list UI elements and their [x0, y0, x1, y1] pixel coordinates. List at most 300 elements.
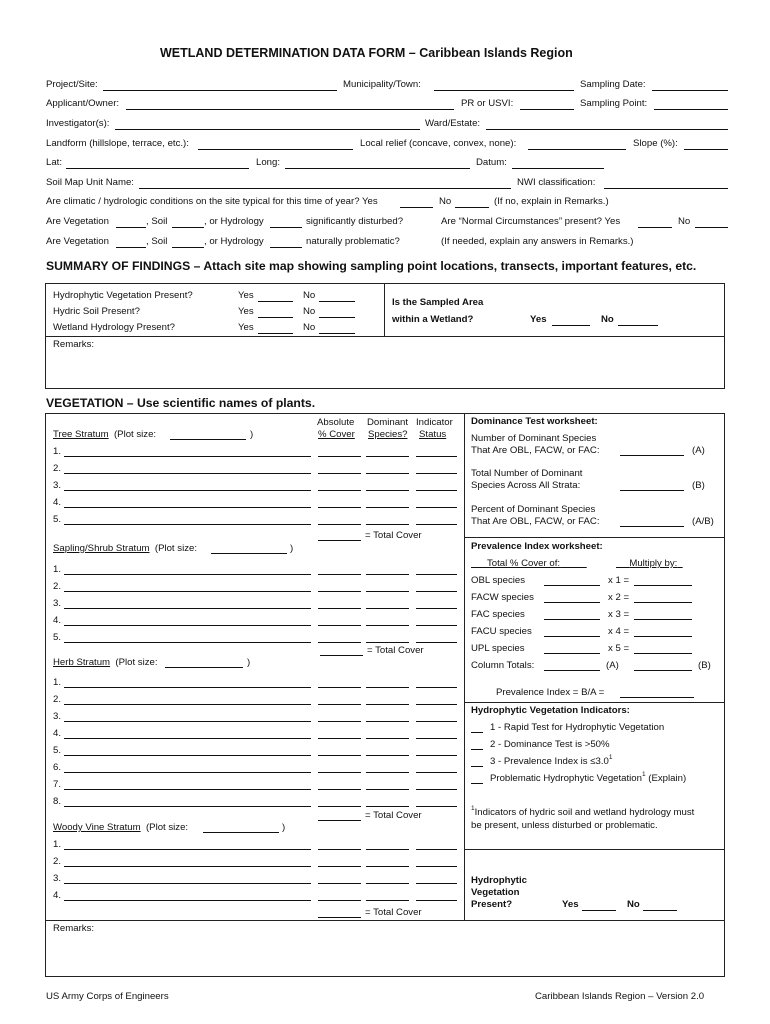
indicator-4-label: Problematic Hydrophytic Vegetation — [490, 773, 642, 784]
dominance-c-field[interactable] — [620, 526, 684, 527]
hydrophytic-yes-label: Yes — [562, 899, 579, 910]
tree-row-number: 4. — [53, 497, 62, 508]
soil-label: , Soil — [146, 216, 168, 227]
ward-field[interactable] — [486, 129, 728, 130]
herb-row-number: 6. — [53, 762, 62, 773]
sapling-indicator-status-field[interactable] — [416, 591, 457, 592]
plot-close: ) — [290, 543, 294, 554]
woody-vine-dominant-species-field[interactable] — [366, 849, 409, 850]
plot-close: ) — [282, 822, 286, 833]
slope-label: Slope (%): — [633, 138, 678, 149]
column-totals-label: Column Totals: — [471, 660, 535, 671]
indicator-header: Indicator — [416, 417, 453, 428]
hydrophytic-no-label: No — [627, 899, 640, 910]
prevalence-cover-field[interactable] — [544, 653, 600, 654]
plot-size-label: (Plot size: — [145, 822, 189, 833]
footer-left: US Army Corps of Engineers — [46, 991, 169, 1002]
herb-species-name-field[interactable] — [64, 738, 311, 739]
herb-stratum-header — [53, 657, 158, 668]
tree-indicator-status-field[interactable] — [416, 524, 457, 525]
herb-indicator-status-field[interactable] — [416, 772, 457, 773]
wetland-hydrology-no-field[interactable] — [319, 333, 355, 334]
herb-indicator-status-field[interactable] — [416, 806, 457, 807]
sapling-dominant-species-field[interactable] — [366, 625, 409, 626]
herb-row-number: 7. — [53, 779, 62, 790]
sapling-plot-size-field[interactable] — [211, 553, 287, 554]
plot-size-label: (Plot size: — [115, 657, 158, 668]
local-relief-field[interactable] — [528, 149, 626, 150]
woody-vine-row-number: 4. — [53, 890, 62, 901]
woody-vine-species-name-field[interactable] — [64, 900, 311, 901]
pr-usvi-label: PR or USVI: — [461, 98, 514, 109]
prevalence-heading: Prevalence Index worksheet: — [471, 541, 603, 552]
tree-row-number: 2. — [53, 463, 62, 474]
slope-field[interactable] — [684, 149, 728, 150]
prevalence-species-label: FAC species — [471, 609, 525, 620]
tree-dominant-species-field[interactable] — [366, 524, 409, 525]
sampling-point-label: Sampling Point: — [580, 98, 648, 109]
wetland-hydrology-yes-field[interactable] — [258, 333, 293, 334]
footnote-text-1: Indicators of hydric soil and wetland hydrology must — [474, 807, 695, 818]
landform-label: Landform (hillslope, terrace, etc.): — [46, 138, 189, 149]
hydrophytic-label-1: Hydrophytic — [471, 875, 527, 886]
footnote-line2: be present, unless disturbed or problematic. — [471, 820, 658, 831]
prevalence-multiplier: x 3 = — [608, 609, 630, 620]
project-site-field[interactable] — [103, 90, 337, 91]
sapling-absolute-cover-field[interactable] — [318, 642, 361, 643]
vegetation-divider — [464, 413, 465, 920]
prevalence-product-field[interactable] — [634, 636, 692, 637]
sapling-row-number: 1. — [53, 564, 62, 575]
herb-total-field[interactable] — [318, 820, 361, 821]
absolute-header-2: % Cover — [318, 429, 355, 440]
normal-no-label: No — [678, 216, 691, 227]
soil-problematic-field[interactable] — [172, 247, 204, 248]
sapling-absolute-cover-field[interactable] — [318, 591, 361, 592]
sapling-species-name-field[interactable] — [64, 625, 311, 626]
tree-stratum-label: Tree Stratum — [53, 429, 109, 440]
vegetation-remarks-label: Remarks: — [53, 923, 95, 934]
woody-vine-species-name-field[interactable] — [64, 849, 311, 850]
plot-size-label: (Plot size: — [154, 543, 197, 554]
prevalence-product-field[interactable] — [634, 619, 692, 620]
hydric-soil-question: Hydric Soil Present? — [53, 306, 140, 317]
herb-row-number: 8. — [53, 796, 62, 807]
sapling-dominant-species-field[interactable] — [366, 591, 409, 592]
sapling-row-number: 5. — [53, 632, 62, 643]
indicators-heading: Hydrophytic Vegetation Indicators: — [471, 705, 630, 716]
sapling-dominant-species-field[interactable] — [366, 608, 409, 609]
footnote-mark: 1 — [641, 771, 646, 778]
applicant-field[interactable] — [126, 109, 454, 110]
indicators-divider — [464, 849, 725, 850]
prevalence-multiplier: x 1 = — [608, 575, 630, 586]
dominance-a-line2: That Are OBL, FACW, or FAC: — [471, 445, 600, 456]
soil-map-label: Soil Map Unit Name: — [46, 177, 134, 188]
prevalence-index-label: Prevalence Index = B/A = — [496, 687, 605, 698]
prevalence-species-label: FACU species — [471, 626, 532, 637]
sapling-total-cover-label: = Total Cover — [367, 645, 424, 656]
long-field[interactable] — [285, 168, 470, 169]
tree-indicator-status-field[interactable] — [416, 490, 457, 491]
dominance-c-tag: (A/B) — [692, 516, 714, 527]
sapling-absolute-cover-field[interactable] — [318, 574, 361, 575]
dominance-heading: Dominance Test worksheet: — [471, 416, 598, 427]
summary-no-label: No — [303, 290, 316, 301]
herb-species-name-field[interactable] — [64, 755, 311, 756]
herb-dominant-species-field[interactable] — [366, 755, 409, 756]
dominance-c-line1: Percent of Dominant Species — [471, 504, 596, 515]
tree-stratum-header — [53, 429, 156, 440]
datum-label: Datum: — [476, 157, 507, 168]
column-total-b-field[interactable] — [634, 670, 692, 671]
woody-vine-species-name-field[interactable] — [64, 883, 311, 884]
sapling-species-name-field[interactable] — [64, 608, 311, 609]
normal-no-field[interactable] — [695, 227, 728, 228]
sapling-row-number: 2. — [53, 581, 62, 592]
tree-plot-size-field[interactable] — [170, 439, 246, 440]
sapling-species-name-field[interactable] — [64, 591, 311, 592]
indicator-1-check[interactable] — [471, 732, 483, 733]
sampling-date-label: Sampling Date: — [580, 79, 646, 90]
footnote-mark: 1 — [608, 754, 613, 761]
normal-yes-field[interactable] — [638, 227, 672, 228]
municipality-field[interactable] — [434, 90, 574, 91]
herb-absolute-cover-field[interactable] — [318, 789, 361, 790]
indicator-3-row — [490, 756, 612, 767]
investigators-label: Investigator(s): — [46, 118, 110, 129]
disturbed-label: significantly disturbed? — [306, 216, 404, 227]
wetland-yes-field[interactable] — [552, 325, 590, 326]
climatic-yes-field[interactable] — [400, 207, 433, 208]
indicator-1-label: 1 - Rapid Test for Hydrophytic Vegetation — [490, 722, 665, 733]
dominance-a-field[interactable] — [620, 455, 684, 456]
plot-close: ) — [247, 657, 251, 668]
herb-absolute-cover-field[interactable] — [318, 738, 361, 739]
dominance-b-tag: (B) — [692, 480, 705, 491]
prevalence-product-field[interactable] — [634, 602, 692, 603]
herb-dominant-species-field[interactable] — [366, 721, 409, 722]
column-total-a-tag: (A) — [606, 660, 619, 671]
within-wetland-label: within a Wetland? — [392, 314, 474, 325]
absolute-header: Absolute — [317, 417, 355, 428]
woody-vine-absolute-cover-field[interactable] — [318, 866, 361, 867]
prevalence-species-label: FACW species — [471, 592, 534, 603]
prevalence-cover-field[interactable] — [544, 585, 600, 586]
woody-vine-species-name-field[interactable] — [64, 866, 311, 867]
prevalence-divider — [464, 702, 725, 703]
woody-vine-dominant-species-field[interactable] — [366, 900, 409, 901]
hydrophytic-label-3: Present? — [471, 899, 513, 910]
sapling-indicator-status-field[interactable] — [416, 608, 457, 609]
summary-yes-label: Yes — [238, 290, 254, 301]
tree-indicator-status-field[interactable] — [416, 456, 457, 457]
tree-absolute-cover-field[interactable] — [318, 473, 361, 474]
climatic-no-field[interactable] — [455, 207, 489, 208]
sapling-absolute-cover-field[interactable] — [318, 608, 361, 609]
summary-remarks-label: Remarks: — [53, 339, 95, 350]
hydrophytic-no-field[interactable] — [643, 910, 677, 911]
herb-absolute-cover-field[interactable] — [318, 772, 361, 773]
footer-right: Caribbean Islands Region – Version 2.0 — [535, 991, 705, 1002]
sapling-row-number: 4. — [53, 615, 62, 626]
tree-absolute-cover-field[interactable] — [318, 507, 361, 508]
herb-absolute-cover-field[interactable] — [318, 806, 361, 807]
woody-vine-indicator-status-field[interactable] — [416, 883, 457, 884]
herb-absolute-cover-field[interactable] — [318, 687, 361, 688]
vegetation-problematic-field[interactable] — [116, 247, 146, 248]
sapling-absolute-cover-field[interactable] — [318, 625, 361, 626]
woody-vine-row-number: 2. — [53, 856, 62, 867]
climatic-note: (If no, explain in Remarks.) — [494, 196, 609, 207]
wetland-yes-label: Yes — [530, 314, 547, 325]
woody-vine-dominant-species-field[interactable] — [366, 883, 409, 884]
prevalence-cover-field[interactable] — [544, 636, 600, 637]
dominance-b-line1: Total Number of Dominant — [471, 468, 583, 479]
herb-row-number: 5. — [53, 745, 62, 756]
herb-species-name-field[interactable] — [64, 687, 311, 688]
sapling-species-name-field[interactable] — [64, 574, 311, 575]
sapling-indicator-status-field[interactable] — [416, 642, 457, 643]
woody-vine-total-field[interactable] — [318, 917, 361, 918]
tree-dominant-species-field[interactable] — [366, 473, 409, 474]
prevalence-multiplier: x 4 = — [608, 626, 630, 637]
dominance-b-field[interactable] — [620, 490, 684, 491]
wetland-no-field[interactable] — [618, 325, 658, 326]
tree-row-number: 3. — [53, 480, 62, 491]
woody-vine-plot-size-field[interactable] — [203, 832, 279, 833]
tree-species-name-field[interactable] — [64, 490, 311, 491]
dominance-b-line2: Species Across All Strata: — [471, 480, 581, 491]
project-site-label: Project/Site: — [46, 79, 98, 90]
tree-row-number: 1. — [53, 446, 62, 457]
tree-absolute-cover-field[interactable] — [318, 490, 361, 491]
herb-total-cover-label: = Total Cover — [365, 810, 422, 821]
indicator-4-check[interactable] — [471, 783, 483, 784]
indicator-2-check[interactable] — [471, 749, 483, 750]
summary-divider — [384, 283, 385, 336]
vegetation-label: Are Vegetation — [46, 216, 109, 227]
form-title: WETLAND DETERMINATION DATA FORM – Caribbean Islands Region — [160, 46, 573, 60]
dominance-c-line2: That Are OBL, FACW, or FAC: — [471, 516, 600, 527]
woody-vine-row-number: 1. — [53, 839, 62, 850]
tree-dominant-species-field[interactable] — [366, 507, 409, 508]
indicator-4-row — [490, 773, 686, 784]
summary-no-label: No — [303, 322, 316, 333]
tree-species-name-field[interactable] — [64, 524, 311, 525]
tree-dominant-species-field[interactable] — [366, 490, 409, 491]
dominance-a-tag: (A) — [692, 445, 705, 456]
herb-row-number: 3. — [53, 711, 62, 722]
herb-stratum-label: Herb Stratum — [53, 657, 111, 668]
lat-label: Lat: — [46, 157, 63, 168]
wetland-no-label: No — [601, 314, 614, 325]
woody-vine-total-cover-label: = Total Cover — [365, 907, 422, 918]
pr-usvi-field[interactable] — [520, 109, 574, 110]
tree-species-name-field[interactable] — [64, 507, 311, 508]
prevalence-species-label: OBL species — [471, 575, 526, 586]
herb-indicator-status-field[interactable] — [416, 755, 457, 756]
herb-indicator-status-field[interactable] — [416, 738, 457, 739]
tree-total-field[interactable] — [318, 540, 361, 541]
herb-dominant-species-field[interactable] — [366, 789, 409, 790]
sapling-stratum-label: Sapling/Shrub Stratum — [53, 543, 150, 554]
vegetation-box — [45, 413, 725, 977]
summary-no-label: No — [303, 306, 316, 317]
footnote-mark: 1 — [471, 805, 475, 812]
prevalence-index-field[interactable] — [620, 697, 694, 698]
footnote-line1 — [471, 807, 694, 818]
plot-size-label: (Plot size: — [113, 429, 157, 440]
climatic-no-label: No — [439, 196, 452, 207]
investigators-field[interactable] — [115, 129, 420, 130]
vegetation-label-2: Are Vegetation — [46, 236, 109, 247]
tree-absolute-cover-field[interactable] — [318, 456, 361, 457]
vegetation-disturbed-field[interactable] — [116, 227, 146, 228]
sapling-species-name-field[interactable] — [64, 642, 311, 643]
sapling-dominant-species-field[interactable] — [366, 574, 409, 575]
woody-vine-indicator-status-field[interactable] — [416, 849, 457, 850]
tree-row-number: 5. — [53, 514, 62, 525]
indicator-2-label: 2 - Dominance Test is >50% — [490, 739, 610, 750]
herb-indicator-status-field[interactable] — [416, 721, 457, 722]
soil-label-2: , Soil — [146, 236, 168, 247]
sampling-point-field[interactable] — [654, 109, 728, 110]
tree-dominant-species-field[interactable] — [366, 456, 409, 457]
hydric-soil-yes-field[interactable] — [258, 317, 293, 318]
nwi-label: NWI classification: — [517, 177, 596, 188]
woody-vine-absolute-cover-field[interactable] — [318, 900, 361, 901]
herb-dominant-species-field[interactable] — [366, 687, 409, 688]
indicator-3-check[interactable] — [471, 766, 483, 767]
hydrophytic-yes-field[interactable] — [582, 910, 616, 911]
woody-vine-absolute-cover-field[interactable] — [318, 883, 361, 884]
multiply-header — [616, 558, 683, 569]
total-cover-label: Total % Cover of: — [487, 558, 561, 569]
woody-vine-dominant-species-field[interactable] — [366, 866, 409, 867]
herb-dominant-species-field[interactable] — [366, 738, 409, 739]
datum-field[interactable] — [512, 168, 604, 169]
climatic-question: Are climatic / hydrologic conditions on the site typical for this time of year? Yes — [46, 196, 378, 207]
herb-plot-size-field[interactable] — [165, 667, 243, 668]
landform-field[interactable] — [198, 149, 353, 150]
hydric-soil-no-field[interactable] — [319, 317, 355, 318]
herb-indicator-status-field[interactable] — [416, 789, 457, 790]
sapling-row-number: 3. — [53, 598, 62, 609]
summary-remarks-divider — [45, 336, 725, 337]
herb-species-name-field[interactable] — [64, 806, 311, 807]
woody-vine-row-number: 3. — [53, 873, 62, 884]
sapling-stratum-header — [53, 543, 197, 554]
prevalence-cover-field[interactable] — [544, 602, 600, 603]
hydrology-label: , or Hydrology — [204, 216, 264, 227]
sampled-area-label: Is the Sampled Area — [392, 297, 484, 308]
vegetation-remarks-divider — [45, 920, 725, 921]
prevalence-cover-field[interactable] — [544, 619, 600, 620]
tree-indicator-status-field[interactable] — [416, 473, 457, 474]
prevalence-multiplier: x 2 = — [608, 592, 630, 603]
dominant-header: Dominant — [367, 417, 409, 428]
herb-dominant-species-field[interactable] — [366, 704, 409, 705]
normal-circumstances-label: Are “Normal Circumstances” present? Yes — [441, 216, 621, 227]
sapling-indicator-status-field[interactable] — [416, 625, 457, 626]
summary-heading: SUMMARY OF FINDINGS – Attach site map showing sampling point locations, transects, important features, etc. — [46, 259, 697, 273]
sapling-indicator-status-field[interactable] — [416, 574, 457, 575]
herb-row-number: 2. — [53, 694, 62, 705]
herb-indicator-status-field[interactable] — [416, 687, 457, 688]
soil-map-field[interactable] — [139, 188, 511, 189]
hydrophytic-vegetation-question: Hydrophytic Vegetation Present? — [53, 290, 193, 301]
dominant-header-2: Species? — [368, 429, 408, 440]
prevalence-species-label: UPL species — [471, 643, 525, 654]
hydrology-problematic-field[interactable] — [270, 247, 302, 248]
herb-indicator-status-field[interactable] — [416, 704, 457, 705]
column-total-a-field[interactable] — [544, 670, 600, 671]
column-total-b-tag: (B) — [698, 660, 711, 671]
total-cover-header — [471, 558, 587, 569]
herb-absolute-cover-field[interactable] — [318, 755, 361, 756]
sapling-total-field[interactable] — [320, 655, 363, 656]
summary-yes-label: Yes — [238, 322, 254, 333]
indicator-header-2: Status — [419, 429, 447, 440]
sapling-dominant-species-field[interactable] — [366, 642, 409, 643]
dominance-a-line1: Number of Dominant Species — [471, 433, 597, 444]
tree-total-cover-label: = Total Cover — [365, 530, 422, 541]
soil-disturbed-field[interactable] — [172, 227, 204, 228]
woody-vine-absolute-cover-field[interactable] — [318, 849, 361, 850]
wetland-hydrology-question: Wetland Hydrology Present? — [53, 322, 175, 333]
summary-yes-label: Yes — [238, 306, 254, 317]
municipality-label: Municipality/Town: — [343, 79, 421, 90]
lat-field[interactable] — [66, 168, 249, 169]
herb-species-name-field[interactable] — [64, 704, 311, 705]
hydrophytic-vegetation-yes-field[interactable] — [258, 301, 293, 302]
hydrophytic-vegetation-no-field[interactable] — [319, 301, 355, 302]
hydrology-label-2: , or Hydrology — [204, 236, 264, 247]
nwi-field[interactable] — [604, 188, 728, 189]
hydrology-disturbed-field[interactable] — [270, 227, 302, 228]
sampling-date-field[interactable] — [652, 90, 728, 91]
tree-species-name-field[interactable] — [64, 456, 311, 457]
multiply-label: Multiply by: — [629, 558, 678, 569]
herb-dominant-species-field[interactable] — [366, 772, 409, 773]
tree-species-name-field[interactable] — [64, 473, 311, 474]
woody-vine-indicator-status-field[interactable] — [416, 900, 457, 901]
hydrophytic-label-2: Vegetation — [471, 887, 520, 898]
problematic-label: naturally problematic? — [306, 236, 400, 247]
woody-vine-indicator-status-field[interactable] — [416, 866, 457, 867]
long-label: Long: — [256, 157, 281, 168]
explain-note: (If needed, explain any answers in Remarks.) — [441, 236, 634, 247]
prevalence-product-field[interactable] — [634, 585, 692, 586]
herb-absolute-cover-field[interactable] — [318, 721, 361, 722]
herb-species-name-field[interactable] — [64, 721, 311, 722]
herb-row-number: 1. — [53, 677, 62, 688]
vegetation-heading: VEGETATION – Use scientific names of plants. — [46, 396, 316, 410]
herb-absolute-cover-field[interactable] — [318, 704, 361, 705]
tree-indicator-status-field[interactable] — [416, 507, 457, 508]
local-relief-label: Local relief (concave, convex, none): — [360, 138, 517, 149]
herb-dominant-species-field[interactable] — [366, 806, 409, 807]
herb-species-name-field[interactable] — [64, 789, 311, 790]
applicant-label: Applicant/Owner: — [46, 98, 120, 109]
tree-absolute-cover-field[interactable] — [318, 524, 361, 525]
ward-label: Ward/Estate: — [425, 118, 481, 129]
prevalence-product-field[interactable] — [634, 653, 692, 654]
woody-vine-stratum-label: Woody Vine Stratum — [53, 822, 141, 833]
herb-species-name-field[interactable] — [64, 772, 311, 773]
dominance-divider — [464, 537, 725, 538]
